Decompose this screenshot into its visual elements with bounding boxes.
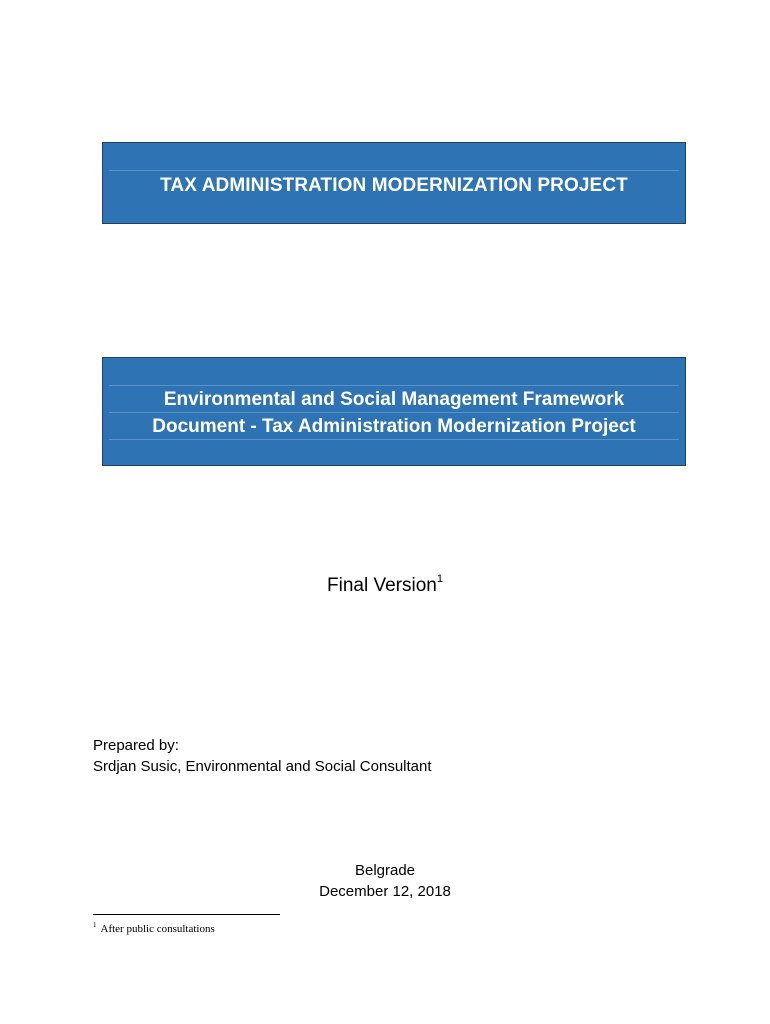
banner-divider — [109, 170, 679, 171]
author-line: Srdjan Susic, Environmental and Social Consultant — [93, 758, 432, 775]
date: December 12, 2018 — [319, 883, 451, 900]
footnote-reference: 1 — [436, 573, 443, 585]
project-title-banner — [102, 142, 686, 224]
footnote — [93, 922, 215, 936]
project-title: TAX ADMINISTRATION MODERNIZATION PROJECT — [160, 175, 628, 196]
document-title-line-1: Environmental and Social Management Framework — [163, 389, 625, 410]
place-date-block — [0, 860, 770, 902]
prepared-by-label: Prepared by: — [93, 737, 179, 754]
version-label — [0, 574, 770, 598]
footnote-number: 1 — [93, 921, 97, 929]
version-text: Final Version — [327, 575, 437, 596]
prepared-by-block — [93, 735, 432, 777]
place: Belgrade — [354, 862, 416, 879]
footnote-separator — [93, 914, 280, 915]
footnote-text: After public consultations — [100, 923, 215, 935]
banner-divider — [109, 385, 679, 386]
document-title-banner — [102, 357, 686, 466]
document-title-line-2: Document - Tax Administration Modernization Project — [152, 416, 636, 437]
